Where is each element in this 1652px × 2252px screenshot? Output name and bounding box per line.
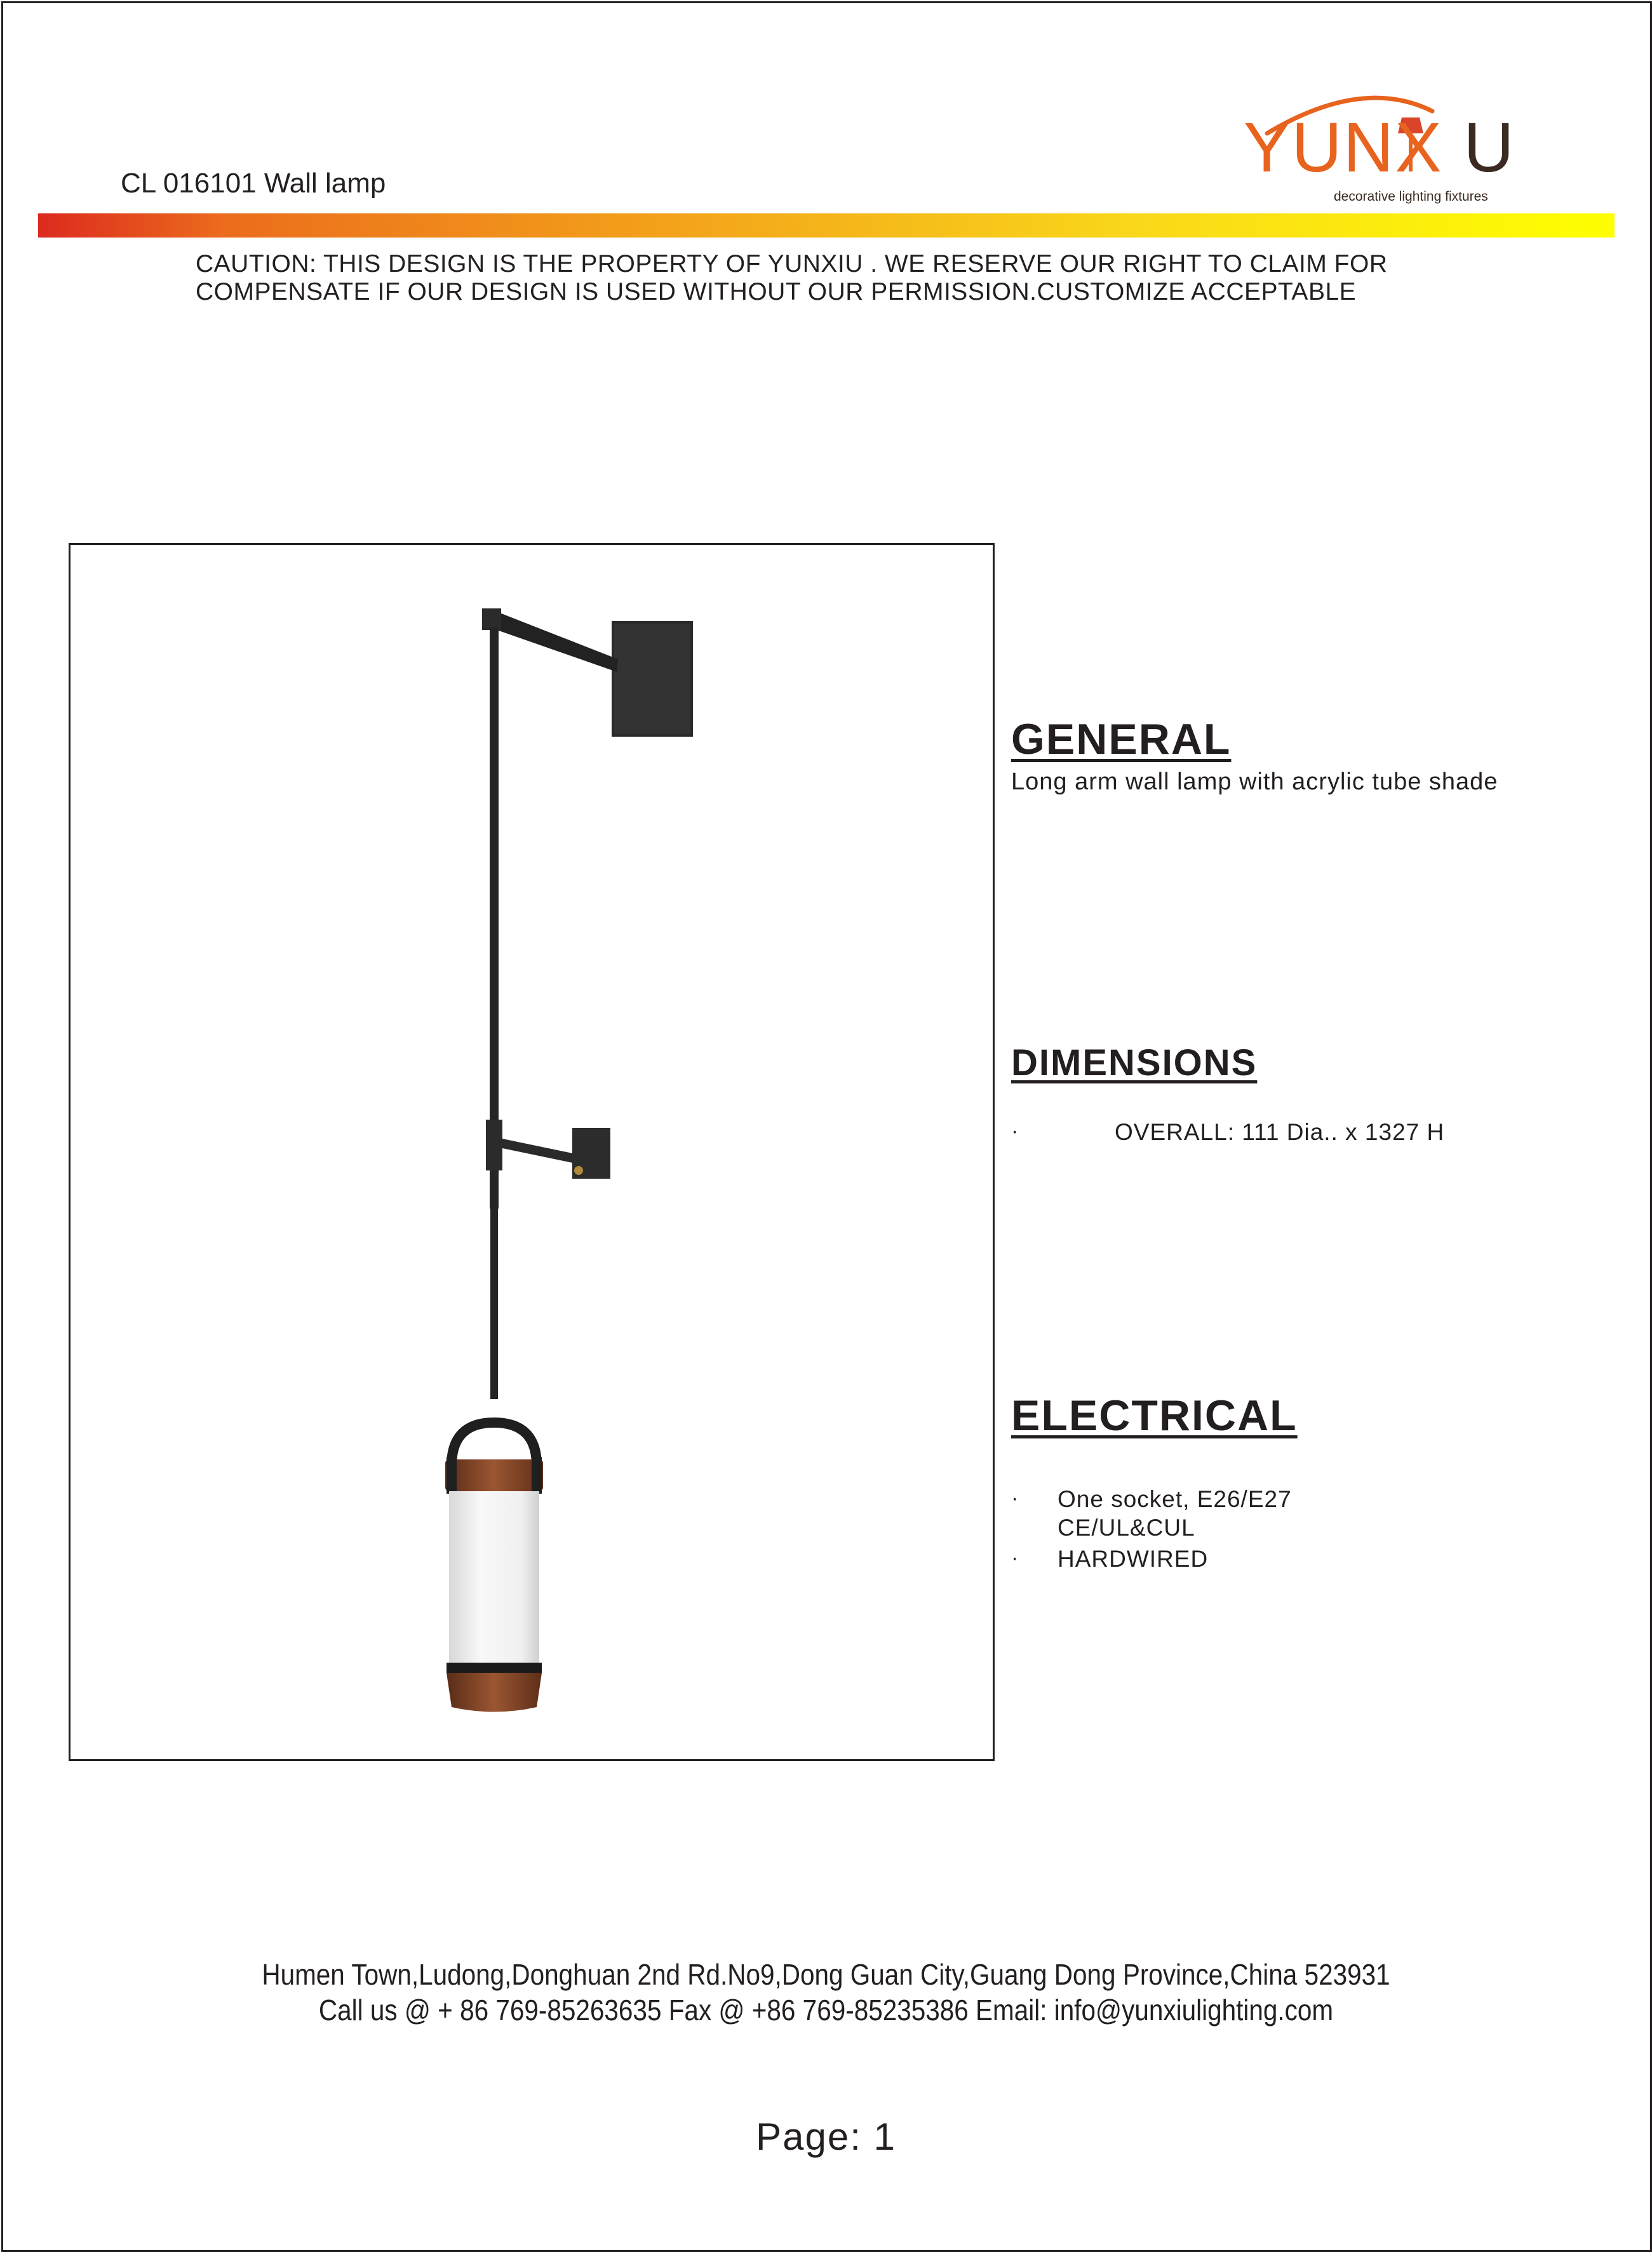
electrical-bullet-2: · — [1011, 1546, 1019, 1570]
caution-line-2: COMPENSATE IF OUR DESIGN IS USED WITHOUT OUR PERMISSION.CUSTOMIZE ACCEPTABLE — [196, 278, 1357, 305]
footer-address: Humen Town,Ludong,Donghuan 2nd Rd.No9,Dong Guan City,Guang Dong Province,China 523931 — [262, 1958, 1390, 1991]
dimensions-overall: OVERALL: 111 Dia.. x 1327 H — [1115, 1119, 1445, 1145]
general-description: Long arm wall lamp with acrylic tube shade — [1011, 768, 1498, 795]
electrical-socket: One socket, E26/E27 — [1058, 1486, 1292, 1512]
logo-text-part1: YUNX — [1244, 109, 1443, 187]
logo-text — [1244, 109, 1515, 187]
dimensions-bullet: · — [1011, 1119, 1019, 1143]
electrical-certification: CE/UL&CUL — [1058, 1515, 1195, 1541]
general-heading: GENERAL — [1011, 715, 1232, 763]
logo-tagline: decorative lighting fixtures — [1334, 189, 1488, 204]
footer-contact: Call us @ + 86 769-85263635 Fax @ +86 769-85235386 Email: info@yunxiulighting.com — [318, 1994, 1334, 2027]
model-title: CL 016101 Wall lamp — [121, 168, 386, 199]
caution-notice — [196, 250, 1388, 306]
header-gradient-bar — [38, 213, 1615, 238]
electrical-heading: ELECTRICAL — [1011, 1391, 1298, 1440]
page-number: Page: 1 — [756, 2115, 896, 2158]
logo-text-part3: U — [1463, 109, 1515, 187]
wall-lamp-illustration — [71, 545, 993, 1759]
product-image-frame — [69, 543, 995, 1761]
electrical-wiring: HARDWIRED — [1058, 1546, 1209, 1572]
caution-line-1: CAUTION: THIS DESIGN IS THE PROPERTY OF YUNXIU . WE RESERVE OUR RIGHT TO CLAIM FOR — [196, 250, 1388, 278]
dimensions-heading: DIMENSIONS — [1011, 1042, 1258, 1083]
electrical-bullet-1: · — [1011, 1486, 1019, 1510]
